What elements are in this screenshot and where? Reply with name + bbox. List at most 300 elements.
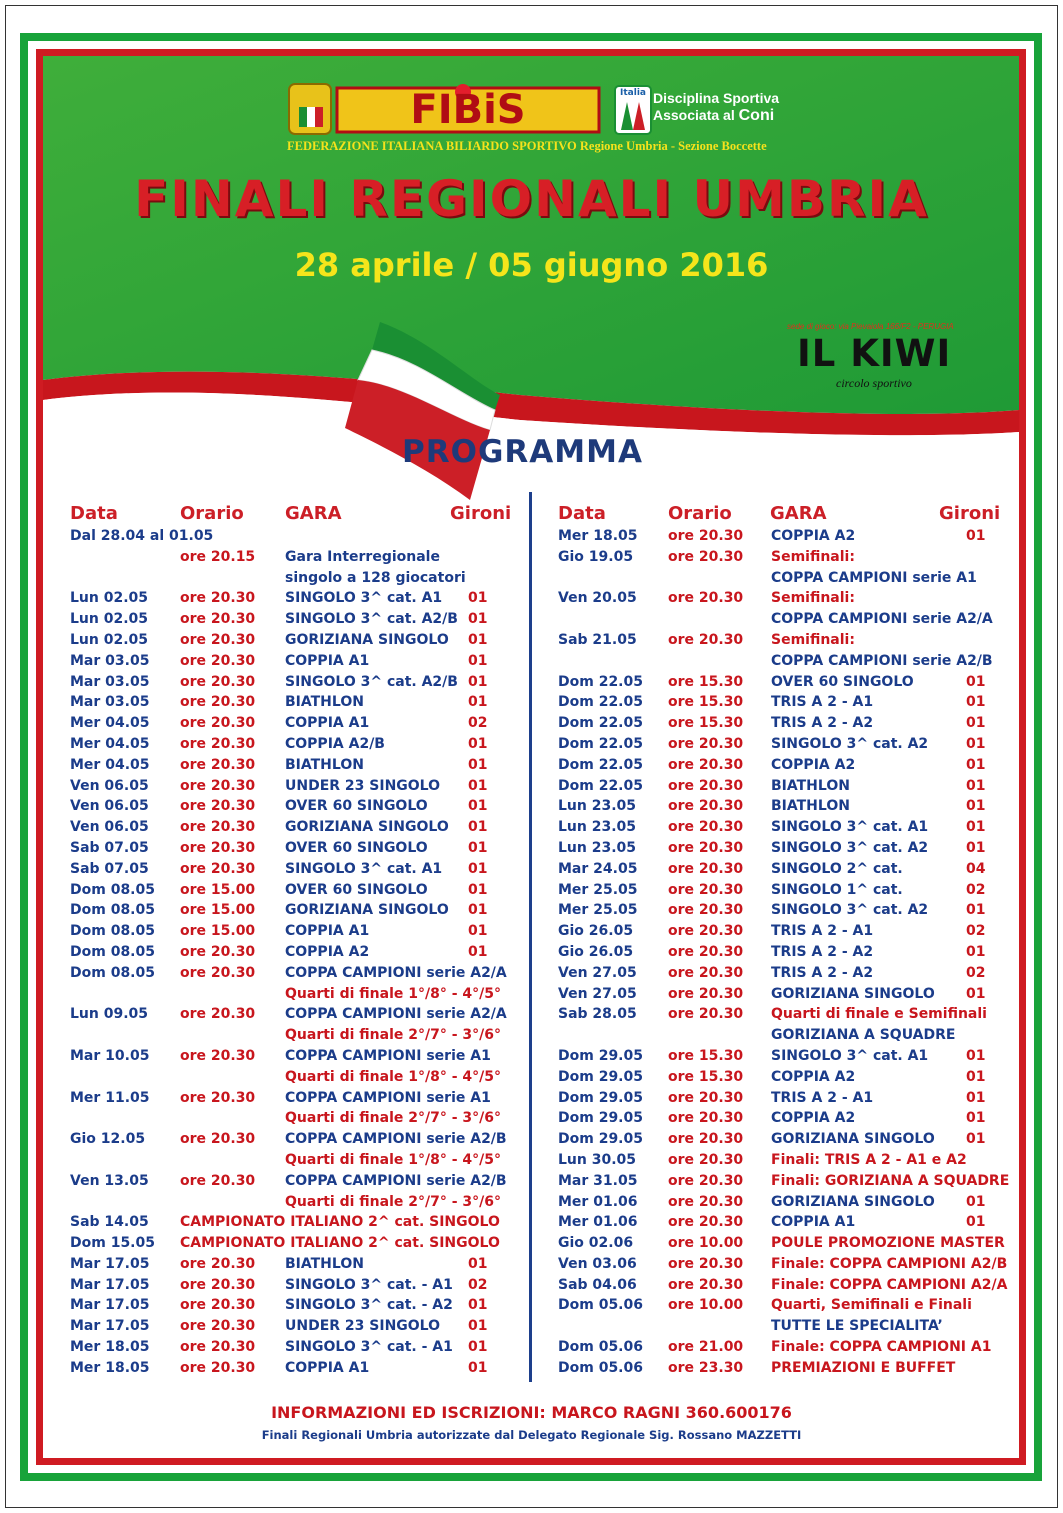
schedule-row: [558, 1233, 1005, 1254]
schedule-row: [70, 1233, 520, 1254]
row-time: ore 20.30: [668, 860, 744, 877]
row-time: ore 20.30: [180, 964, 256, 981]
schedule-row: [558, 1337, 998, 1358]
row-gironi: 01: [966, 756, 986, 773]
row-date: Mar 10.05: [70, 1047, 150, 1064]
row-event: COPPIA A1: [285, 923, 370, 940]
schedule-row: [70, 609, 520, 630]
row-event: Quarti di finale 1°/8° - 4°/5°: [285, 985, 501, 1002]
schedule-row: [558, 880, 998, 901]
schedule-row: [558, 921, 998, 942]
schedule-row: [70, 672, 520, 693]
row-event: BIATHLON: [771, 798, 850, 815]
schedule-row: [70, 692, 520, 713]
row-time: ore 20.30: [668, 1089, 744, 1106]
schedule-row: [70, 942, 520, 963]
row-date: Lun 02.05: [70, 590, 149, 607]
row-time: ore 20.30: [668, 902, 744, 919]
row-event: TRIS A 2 - A1: [771, 923, 874, 940]
schedule-row: [558, 713, 998, 734]
schedule-row: [70, 1275, 520, 1296]
row-date: Dom 29.05: [558, 1068, 643, 1085]
schedule-row: [558, 1088, 998, 1109]
row-event: TRIS A 2 - A2: [771, 943, 874, 960]
row-gironi: 01: [966, 798, 986, 815]
federation-tagline: FEDERAZIONE ITALIANA BILIARDO SPORTIVO Regione Umbria - Sezione Boccette: [287, 139, 767, 153]
row-date: Dom 08.05: [70, 902, 155, 919]
schedule-row: [70, 651, 520, 672]
schedule-row: [558, 588, 998, 609]
row-gironi: 01: [468, 1359, 488, 1376]
schedule-row: [70, 568, 520, 589]
row-event: TRIS A 2 - A2: [771, 964, 874, 981]
row-event: COPPA CAMPIONI serie A2/A: [285, 964, 507, 981]
info-contact: INFORMAZIONI ED ISCRIZIONI: MARCO RAGNI 360.600176: [271, 1403, 792, 1422]
schedule-row: [558, 1046, 998, 1067]
row-event: SINGOLO 3^ cat. A2/B: [285, 611, 458, 628]
row-event: Finale: COPPA CAMPIONI A2/A: [771, 1276, 1008, 1293]
row-date: Sab 28.05: [558, 1006, 637, 1023]
schedule-row: [70, 1192, 520, 1213]
row-gironi: 01: [966, 1068, 986, 1085]
row-gironi: 01: [468, 590, 488, 607]
row-event: COPPA CAMPIONI serie A1: [285, 1089, 491, 1106]
row-date: Dal 28.04 al 01.05: [70, 528, 214, 544]
row-event: Quarti di finale 1°/8° - 4°/5°: [285, 1068, 501, 1085]
row-time: ore 20.30: [668, 1151, 744, 1168]
row-time: ore 20.30: [668, 1006, 744, 1023]
row-date: Lun 30.05: [558, 1151, 637, 1168]
schedule-row: [70, 921, 520, 942]
row-date: Ven 13.05: [70, 1172, 149, 1189]
row-event: GORIZIANA SINGOLO: [771, 1131, 935, 1148]
schedule-row: [70, 900, 520, 921]
row-gironi: 01: [468, 1297, 488, 1314]
logo-text: FIBiS: [410, 87, 526, 133]
row-gironi: 01: [468, 923, 488, 940]
row-time: ore 20.30: [180, 631, 256, 648]
schedule-row: [70, 734, 520, 755]
schedule-row: [558, 526, 998, 547]
row-event: Finale: COPPA CAMPIONI A1: [771, 1339, 992, 1356]
row-event: Quarti di finale 2°/7° - 3°/6°: [285, 1027, 501, 1044]
row-event: COPPIA A1: [285, 652, 370, 669]
row-date: Ven 06.05: [70, 798, 149, 815]
schedule-row: [70, 838, 520, 859]
row-event: SINGOLO 3^ cat. A2: [771, 902, 929, 919]
schedule-row: [558, 568, 998, 589]
row-event: Quarti di finale 2°/7° - 3°/6°: [285, 1193, 501, 1210]
row-time: ore 20.30: [180, 1172, 256, 1189]
row-event: GORIZIANA SINGOLO: [771, 1193, 935, 1210]
row-time: ore 20.30: [180, 777, 256, 794]
schedule-row: [558, 547, 998, 568]
schedule-header: [70, 503, 520, 526]
row-time: ore 20.30: [668, 943, 744, 960]
row-date: Gio 02.06: [558, 1235, 634, 1252]
row-event: OVER 60 SINGOLO: [285, 798, 428, 815]
header-gara: GARA: [770, 503, 827, 524]
venue-subtitle: circolo sportivo: [836, 376, 912, 390]
schedule-row: [558, 963, 998, 984]
event-dates: 28 aprile / 05 giugno 2016: [294, 246, 769, 284]
row-time: ore 20.30: [668, 881, 744, 898]
schedule-row: [558, 1171, 1010, 1192]
row-event: COPPIA A1: [285, 715, 370, 732]
row-time: ore 20.30: [180, 694, 256, 711]
schedule-row: [558, 900, 998, 921]
row-gironi: 01: [966, 528, 986, 544]
schedule-row: [558, 859, 998, 880]
row-time: ore 20.30: [180, 590, 256, 607]
schedule-row: [70, 1150, 520, 1171]
row-time: CAMPIONATO ITALIANO 2^ cat. SINGOLO: [180, 1235, 500, 1252]
row-event: SINGOLO 3^ cat. - A1: [285, 1339, 453, 1356]
program-title: PROGRAMMA: [402, 434, 643, 470]
schedule-row: [558, 1295, 998, 1316]
row-event: SINGOLO 3^ cat. A1: [771, 1047, 929, 1064]
row-gironi: 01: [468, 860, 488, 877]
row-time: ore 20.30: [180, 1339, 256, 1356]
row-date: Mer 01.06: [558, 1214, 638, 1231]
row-date: Mer 11.05: [70, 1089, 150, 1106]
row-time: ore 20.30: [668, 777, 744, 794]
header-data: Data: [70, 503, 118, 524]
schedule-row: [70, 755, 520, 776]
row-time: ore 20.30: [180, 1006, 256, 1023]
row-time: ore 20.30: [668, 1131, 744, 1148]
schedule-row: [558, 1358, 998, 1379]
row-event: Gara Interregionale: [285, 548, 440, 565]
row-gironi: 04: [966, 860, 986, 877]
schedule-row: [558, 1254, 1008, 1275]
row-event: COPPA CAMPIONI serie A2/B: [285, 1131, 507, 1148]
row-date: Gio 26.05: [558, 943, 634, 960]
row-time: ore 20.30: [668, 1214, 744, 1231]
row-time: ore 20.30: [668, 798, 744, 815]
row-time: ore 20.30: [668, 548, 744, 565]
row-event: Semifinali:: [771, 548, 855, 565]
row-time: CAMPIONATO ITALIANO 2^ cat. SINGOLO: [180, 1214, 500, 1231]
row-event: Quarti di finale 2°/7° - 3°/6°: [285, 1110, 501, 1127]
row-event: GORIZIANA A SQUADRE: [771, 1027, 956, 1044]
row-time: ore 20.30: [180, 756, 256, 773]
schedule-row: [70, 880, 520, 901]
schedule-row: [558, 984, 998, 1005]
row-date: Dom 29.05: [558, 1131, 643, 1148]
row-time: ore 20.30: [180, 1255, 256, 1272]
row-date: Dom 15.05: [70, 1235, 155, 1252]
row-time: ore 20.15: [180, 548, 256, 565]
row-date: Sab 07.05: [70, 839, 149, 856]
row-event: GORIZIANA SINGOLO: [771, 985, 935, 1002]
row-event: Quarti di finale 1°/8° - 4°/5°: [285, 1151, 501, 1168]
row-gironi: 01: [468, 756, 488, 773]
dsa-badge: [653, 90, 779, 124]
row-event: BIATHLON: [771, 777, 850, 794]
schedule-left-rows: [70, 526, 520, 1379]
schedule-row: [558, 734, 998, 755]
dsa-line1: Disciplina Sportiva: [653, 90, 780, 106]
schedule-row: [70, 1337, 520, 1358]
schedule-row: [70, 984, 520, 1005]
schedule-row: [70, 1295, 520, 1316]
row-event: TRIS A 2 - A1: [771, 1089, 874, 1106]
schedule-row: [70, 1316, 520, 1337]
row-date: Mar 17.05: [70, 1276, 150, 1293]
row-event: GORIZIANA SINGOLO: [285, 902, 449, 919]
row-event: COPPA CAMPIONI serie A1: [285, 1047, 491, 1064]
row-event: UNDER 23 SINGOLO: [285, 777, 441, 794]
row-time: ore 20.30: [180, 798, 256, 815]
row-date: Mer 25.05: [558, 902, 638, 919]
row-date: Mar 31.05: [558, 1172, 638, 1189]
row-time: ore 20.30: [180, 860, 256, 877]
schedule-row: [558, 692, 998, 713]
schedule-row: [70, 1004, 520, 1025]
row-time: ore 20.30: [668, 631, 744, 648]
row-date: Ven 06.05: [70, 777, 149, 794]
row-date: Lun 02.05: [70, 631, 149, 648]
row-date: Ven 27.05: [558, 985, 637, 1002]
row-time: ore 23.30: [668, 1359, 744, 1376]
schedule-row: [558, 1316, 998, 1337]
row-event: Quarti, Semifinali e Finali: [771, 1297, 972, 1314]
row-event: BIATHLON: [285, 1255, 364, 1272]
row-date: Dom 05.06: [558, 1339, 643, 1356]
row-gironi: 01: [966, 1131, 986, 1148]
row-time: ore 15.30: [668, 715, 744, 732]
row-date: Lun 23.05: [558, 798, 637, 815]
row-event: Finali: GORIZIANA A SQUADRE: [771, 1172, 1010, 1189]
row-gironi: 02: [468, 1276, 488, 1293]
row-event: PREMIAZIONI E BUFFET: [771, 1359, 956, 1376]
row-time: ore 15.30: [668, 1068, 744, 1085]
row-gironi: 01: [468, 652, 488, 669]
row-date: Dom 22.05: [558, 694, 643, 711]
row-event: Finale: COPPA CAMPIONI A2/B: [771, 1255, 1008, 1272]
row-date: Mer 18.05: [70, 1339, 150, 1356]
row-time: ore 20.30: [180, 839, 256, 856]
row-event: COPPA CAMPIONI serie A2/A: [771, 611, 993, 628]
row-gironi: 01: [966, 715, 986, 732]
row-gironi: 01: [468, 777, 488, 794]
schedule-row: [70, 963, 520, 984]
row-time: ore 15.00: [180, 923, 256, 940]
row-date: Sab 21.05: [558, 631, 637, 648]
row-time: ore 20.30: [668, 1172, 744, 1189]
authorization-note: Finali Regionali Umbria autorizzate dal Delegato Regionale Sig. Rossano MAZZETTI: [261, 1428, 802, 1442]
row-time: ore 20.30: [668, 590, 744, 607]
row-event: BIATHLON: [285, 694, 364, 711]
row-date: Mar 03.05: [70, 673, 150, 690]
row-date: Ven 27.05: [558, 964, 637, 981]
row-date: Mar 03.05: [70, 652, 150, 669]
row-date: Dom 08.05: [70, 923, 155, 940]
row-event: POULE PROMOZIONE MASTER: [771, 1235, 1005, 1252]
schedule-row: [558, 1192, 998, 1213]
row-event: COPPIA A1: [285, 1359, 370, 1376]
row-gironi: 01: [966, 1110, 986, 1127]
row-gironi: 01: [468, 694, 488, 711]
schedule-row: [558, 630, 998, 651]
schedule-row: [558, 1212, 998, 1233]
row-time: ore 10.00: [668, 1235, 744, 1252]
row-gironi: 02: [966, 881, 986, 898]
row-gironi: 02: [966, 923, 986, 940]
row-date: Mar 17.05: [70, 1255, 150, 1272]
row-event: COPPIA A2: [771, 756, 856, 773]
row-gironi: 01: [966, 694, 986, 711]
row-event: GORIZIANA SINGOLO: [285, 631, 449, 648]
row-event: Finali: TRIS A 2 - A1 e A2: [771, 1151, 967, 1168]
row-event: Quarti di finale e Semifinali: [771, 1006, 987, 1023]
row-time: ore 20.30: [668, 1193, 744, 1210]
schedule-row: [558, 776, 998, 797]
header-gironi: Gironi: [939, 503, 1001, 524]
row-time: ore 20.30: [668, 1255, 744, 1272]
row-date: Dom 05.06: [558, 1297, 643, 1314]
row-date: Sab 14.05: [70, 1214, 149, 1231]
page-title: FINALI REGIONALI UMBRIA: [134, 170, 929, 228]
row-date: Mer 18.05: [70, 1359, 150, 1376]
row-time: ore 20.30: [668, 1110, 744, 1127]
row-event: SINGOLO 3^ cat. A1: [771, 819, 929, 836]
schedule-row: [558, 755, 998, 776]
row-date: Dom 29.05: [558, 1110, 643, 1127]
row-event: SINGOLO 3^ cat. - A1: [285, 1276, 453, 1293]
schedule-row: [558, 1150, 998, 1171]
schedule-row: [558, 817, 998, 838]
row-gironi: 01: [966, 902, 986, 919]
row-date: Dom 08.05: [70, 943, 155, 960]
schedule-row: [558, 1004, 998, 1025]
row-time: ore 10.00: [668, 1297, 744, 1314]
row-event: COPPIA A2: [771, 1110, 856, 1127]
row-date: Ven 03.06: [558, 1255, 637, 1272]
row-time: ore 20.30: [668, 735, 744, 752]
row-date: Dom 05.06: [558, 1359, 643, 1376]
schedule-row: [70, 1254, 520, 1275]
row-gironi: 01: [468, 839, 488, 856]
row-gironi: 01: [468, 943, 488, 960]
schedule-row: [70, 859, 520, 880]
row-date: Lun 23.05: [558, 819, 637, 836]
row-event: SINGOLO 3^ cat. A1: [285, 860, 443, 877]
row-gironi: 01: [468, 673, 488, 690]
row-event: COPPA CAMPIONI serie A2/B: [285, 1172, 507, 1189]
row-event: Semifinali:: [771, 631, 855, 648]
schedule-row: [70, 1046, 520, 1067]
schedule-row: [70, 1129, 520, 1150]
schedule-row: [558, 838, 998, 859]
header-data: Data: [558, 503, 606, 524]
schedule-row: [558, 942, 998, 963]
row-event: COPPA CAMPIONI serie A2/B: [771, 652, 993, 669]
row-date: Sab 07.05: [70, 860, 149, 877]
schedule-row: [558, 651, 998, 672]
schedule-row: [70, 1171, 520, 1192]
row-event: OVER 60 SINGOLO: [771, 673, 914, 690]
row-date: Dom 22.05: [558, 777, 643, 794]
column-divider: [529, 492, 532, 1382]
row-date: Lun 23.05: [558, 839, 637, 856]
row-time: ore 20.30: [180, 611, 256, 628]
schedule-row: [70, 588, 520, 609]
schedule-row: [558, 672, 998, 693]
row-gironi: 01: [966, 985, 986, 1002]
schedule-row: [558, 1108, 998, 1129]
row-event: TUTTE LE SPECIALITA’: [771, 1318, 943, 1335]
schedule-header: [558, 503, 1001, 526]
row-gironi: 01: [966, 1047, 986, 1064]
row-date: Dom 22.05: [558, 756, 643, 773]
row-event: TRIS A 2 - A2: [771, 715, 874, 732]
row-time: ore 20.30: [180, 1276, 256, 1293]
schedule-row: [70, 630, 520, 651]
schedule-row: [70, 1108, 520, 1129]
row-gironi: 01: [468, 1318, 488, 1335]
row-event: BIATHLON: [285, 756, 364, 773]
row-event: OVER 60 SINGOLO: [285, 839, 428, 856]
row-event: singolo a 128 giocatori: [285, 569, 466, 586]
row-date: Gio 12.05: [70, 1131, 146, 1148]
row-gironi: 01: [966, 777, 986, 794]
row-time: ore 20.30: [180, 1318, 256, 1335]
row-event: Semifinali:: [771, 590, 855, 607]
row-date: Ven 06.05: [70, 819, 149, 836]
row-event: SINGOLO 3^ cat. A1: [285, 590, 443, 607]
schedule-row: [70, 1088, 520, 1109]
row-time: ore 15.00: [180, 902, 256, 919]
schedule-row: [558, 1067, 998, 1088]
row-gironi: 01: [966, 1193, 986, 1210]
schedule-row: [558, 1129, 998, 1150]
row-event: COPPIA A1: [771, 1214, 856, 1231]
schedule-row: [70, 713, 520, 734]
header-gironi: Gironi: [450, 503, 512, 524]
row-gironi: 01: [468, 631, 488, 648]
row-date: Dom 08.05: [70, 964, 155, 981]
row-gironi: 01: [468, 1339, 488, 1356]
row-time: ore 20.30: [180, 1089, 256, 1106]
row-gironi: 01: [966, 673, 986, 690]
row-date: Sab 04.06: [558, 1276, 637, 1293]
schedule-row: [558, 609, 998, 630]
row-gironi: 01: [966, 943, 986, 960]
schedule-right: [558, 503, 1010, 1379]
row-event: SINGOLO 1^ cat.: [771, 881, 903, 898]
dsa-line2: Associata al: [653, 107, 735, 123]
header-orario: Orario: [668, 503, 732, 524]
row-date: Dom 29.05: [558, 1047, 643, 1064]
row-time: ore 20.30: [180, 715, 256, 732]
row-date: Lun 02.05: [70, 611, 149, 628]
row-date: Dom 22.05: [558, 715, 643, 732]
schedule-row: [558, 796, 998, 817]
coni-label: Coni: [738, 107, 775, 124]
row-time: ore 20.30: [180, 1297, 256, 1314]
row-time: ore 20.30: [180, 652, 256, 669]
row-gironi: 01: [468, 819, 488, 836]
header-orario: Orario: [180, 503, 244, 524]
row-event: COPPIA A2/B: [285, 735, 385, 752]
row-time: ore 15.00: [180, 881, 256, 898]
row-event: COPPIA A2: [285, 943, 370, 960]
row-time: ore 20.30: [668, 964, 744, 981]
schedule-right-rows: [558, 526, 1010, 1379]
row-gironi: 01: [966, 819, 986, 836]
